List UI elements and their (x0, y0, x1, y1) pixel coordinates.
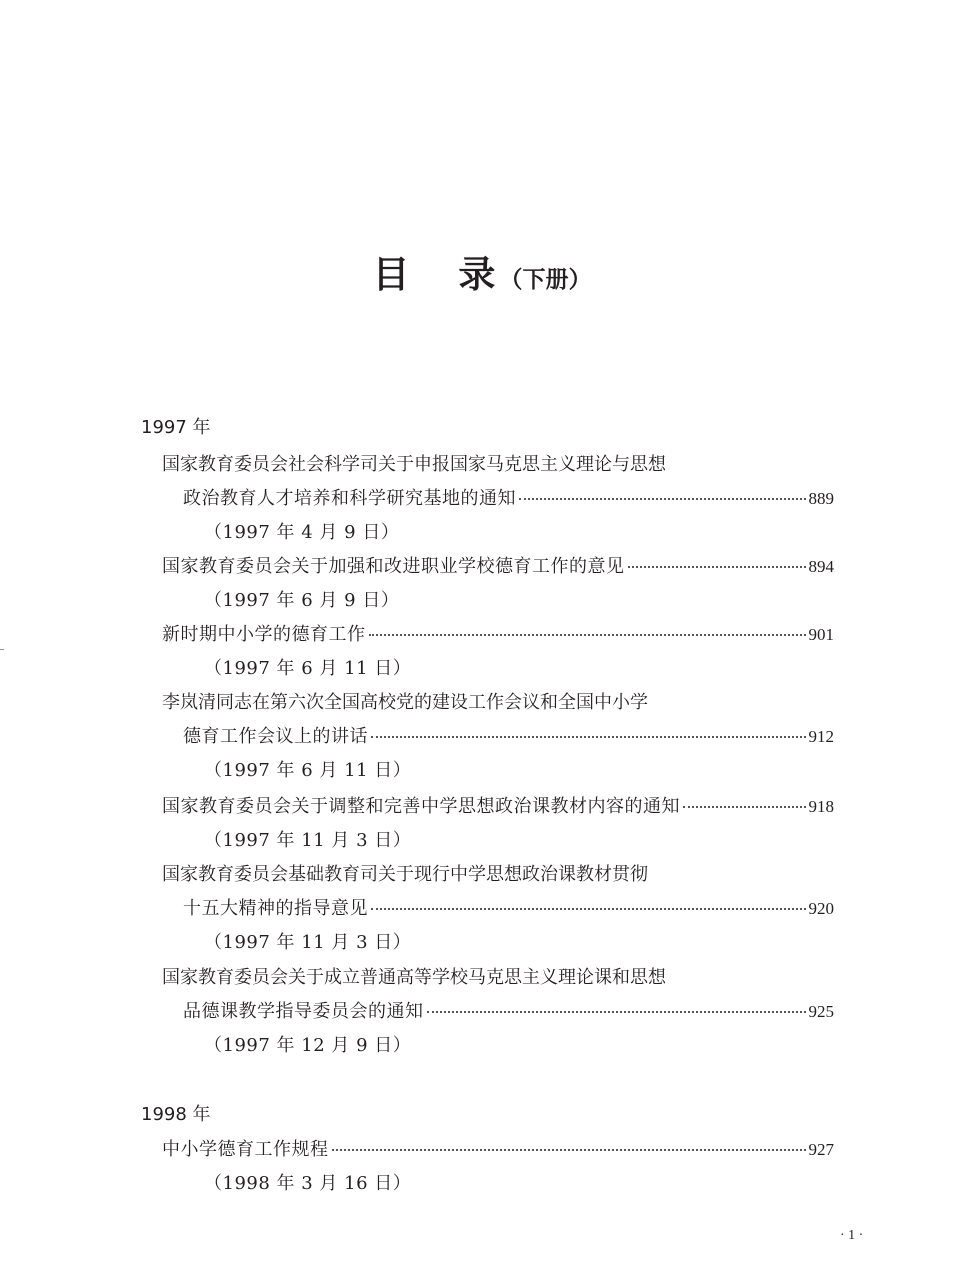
entry-title-line-last (162, 790, 834, 824)
toc-entry[interactable] (162, 448, 834, 550)
entry-title-line: 国家教育委员会基础教育司关于现行中学思想政治课教材贯彻 (162, 864, 648, 885)
entry-title-text: 国家教育委员会关于调整和完善中学思想政治课教材内容的通知 (162, 796, 680, 817)
entry-date: （1997 年 11 月 3 日） (204, 830, 412, 851)
entry-date: （1997 年 6 月 9 日） (204, 590, 400, 611)
entry-title-text: 德育工作会议上的讲话 (183, 726, 368, 747)
page-title (0, 244, 964, 298)
entry-date: （1997 年 11 月 3 日） (204, 932, 412, 953)
entry-title-line-last (162, 482, 834, 516)
dot-leader (683, 806, 806, 808)
entry-title-line: 国家教育委员会社会科学司关于申报国家马克思主义理论与思想 (162, 454, 666, 475)
year-heading-1998: 1998 年 (141, 1104, 211, 1125)
entry-title-line-last (162, 720, 834, 754)
title-subtitle: （下册） (499, 267, 592, 293)
entry-title-text: 国家教育委员会关于加强和改进职业学校德育工作的意见 (162, 556, 625, 577)
entry-title-line-last (162, 550, 834, 584)
edge-mark (0, 649, 4, 650)
dot-leader (371, 908, 806, 910)
page-number: 894 (808, 557, 834, 576)
toc-entry[interactable] (162, 618, 834, 686)
page-number: 912 (808, 727, 834, 746)
page-number: 901 (808, 625, 834, 644)
dot-leader (371, 736, 806, 738)
page-number: 889 (808, 489, 834, 508)
year-heading-1997: 1997 年 (141, 417, 211, 438)
dot-leader (369, 634, 806, 636)
entry-title-line-last (162, 892, 834, 926)
entry-title-text: 新时期中小学的德育工作 (162, 624, 366, 645)
entry-date: （1997 年 6 月 11 日） (204, 760, 412, 781)
entry-title-line: 国家教育委员会关于成立普通高等学校马克思主义理论课和思想 (162, 967, 666, 988)
entry-title-text: 十五大精神的指导意见 (183, 898, 368, 919)
entry-date: （1997 年 6 月 11 日） (204, 658, 412, 679)
entry-title-line-last (162, 1133, 834, 1167)
title-main: 目 录 (372, 253, 514, 296)
dot-leader (427, 1011, 806, 1013)
toc-entry[interactable] (162, 686, 834, 788)
page-number: 925 (808, 1002, 834, 1021)
entry-title-line: 李岚清同志在第六次全国高校党的建设工作会议和全国中小学 (162, 692, 648, 713)
entry-date: （1997 年 4 月 9 日） (204, 522, 400, 543)
entry-title-text: 中小学德育工作规程 (162, 1139, 329, 1160)
page-number: 918 (808, 797, 834, 816)
dot-leader (519, 498, 806, 500)
toc-entry[interactable] (162, 961, 834, 1063)
toc-entry[interactable] (162, 550, 834, 618)
entry-title-line-last (162, 995, 834, 1029)
entry-date: （1998 年 3 月 16 日） (204, 1173, 412, 1194)
toc-entry[interactable] (162, 1133, 834, 1201)
entry-title-line-last (162, 618, 834, 652)
dot-leader (332, 1149, 806, 1151)
entry-date: （1997 年 12 月 9 日） (204, 1035, 412, 1056)
page-folio: · 1 · (840, 1228, 864, 1243)
page-number: 927 (808, 1140, 834, 1159)
entry-title-text: 品德课教学指导委员会的通知 (183, 1001, 424, 1022)
toc-entry[interactable] (162, 858, 834, 960)
page-number: 920 (808, 899, 834, 918)
toc-entry[interactable] (162, 790, 834, 858)
dot-leader (628, 566, 806, 568)
entry-title-text: 政治教育人才培养和科学研究基地的通知 (183, 488, 516, 509)
